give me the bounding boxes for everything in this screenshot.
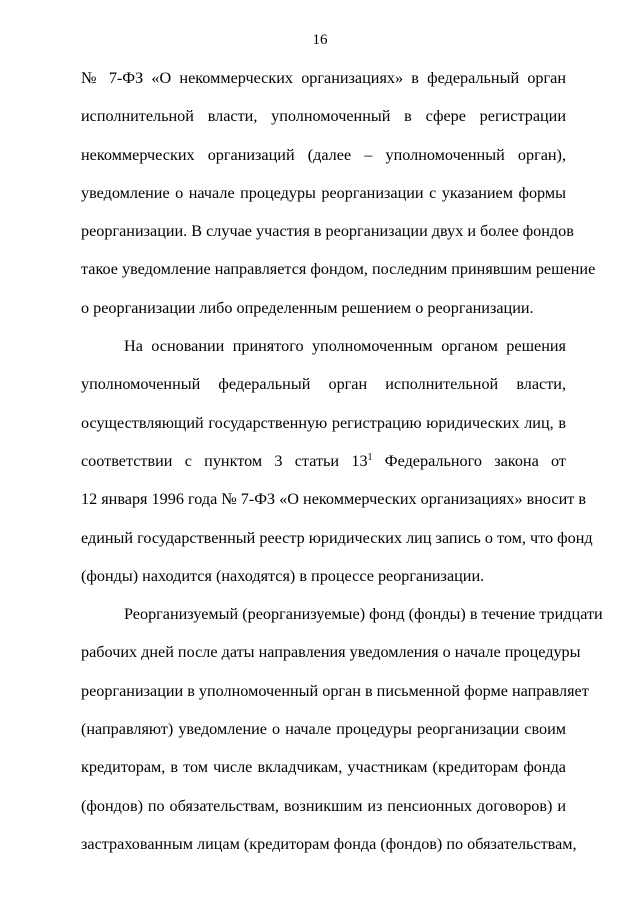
- text-line: На основании принятого уполномоченным органом решения: [124, 337, 566, 356]
- document-body: [81, 68, 603, 872]
- text-line: уведомление о начале процедуры реорганизации с указанием формы: [81, 183, 566, 202]
- text-line: единый государственный реестр юридических лиц запись о том, что фонд: [81, 528, 593, 547]
- paragraph-2: [81, 336, 593, 604]
- text-line: некоммерческих организаций (далее – уполномоченный орган),: [81, 145, 566, 164]
- footnote-marker: 1: [367, 451, 373, 463]
- text-line: такое уведомление направляется фондом, последним принявшим решение: [81, 260, 596, 279]
- text-line: 12 января 1996 года № 7-ФЗ «О некоммерческих организациях» вносит в: [81, 490, 587, 509]
- text-line: рабочих дней после даты направления уведомления о начале процедуры: [81, 643, 581, 662]
- paragraph-3: [81, 604, 603, 872]
- text-line: кредиторам, в том числе вкладчикам, участникам (кредиторам фонда: [81, 758, 566, 777]
- text-line: осуществляющий государственную регистрацию юридических лиц, в: [81, 413, 566, 432]
- text-line: Реорганизуемый (реорганизуемые) фонд (фонды) в течение тридцати: [124, 605, 603, 624]
- text-line: исполнительной власти, уполномоченный в сфере регистрации: [81, 107, 566, 126]
- text-line: уполномоченный федеральный орган исполнительной власти,: [81, 375, 566, 394]
- text-line: реорганизации. В случае участия в реорганизации двух и более фондов: [81, 222, 574, 241]
- text-line: № 7-ФЗ «О некоммерческих организациях» в федеральный орган: [81, 69, 566, 87]
- text-segment: соответствии с пунктом 3 статьи 13: [81, 451, 368, 470]
- text-segment: Федерального закона от: [372, 451, 566, 470]
- text-line: застрахованным лицам (кредиторам фонда (фондов) по обязательствам,: [81, 834, 577, 853]
- text-line: (фонды) находится (находятся) в процессе реорганизации.: [81, 566, 485, 585]
- paragraph-1: [81, 68, 596, 336]
- text-line: о реорганизации либо определенным решением о реорганизации.: [81, 298, 534, 317]
- text-line: (направляют) уведомление о начале процедуры реорганизации своим: [81, 720, 566, 739]
- text-line-with-footnote: [81, 451, 566, 489]
- page-number: 16: [312, 32, 328, 48]
- text-line: реорганизации в уполномоченный орган в письменной форме направляет: [81, 681, 589, 700]
- text-line: (фондов) по обязательствам, возникшим из пенсионных договоров) и: [81, 796, 566, 815]
